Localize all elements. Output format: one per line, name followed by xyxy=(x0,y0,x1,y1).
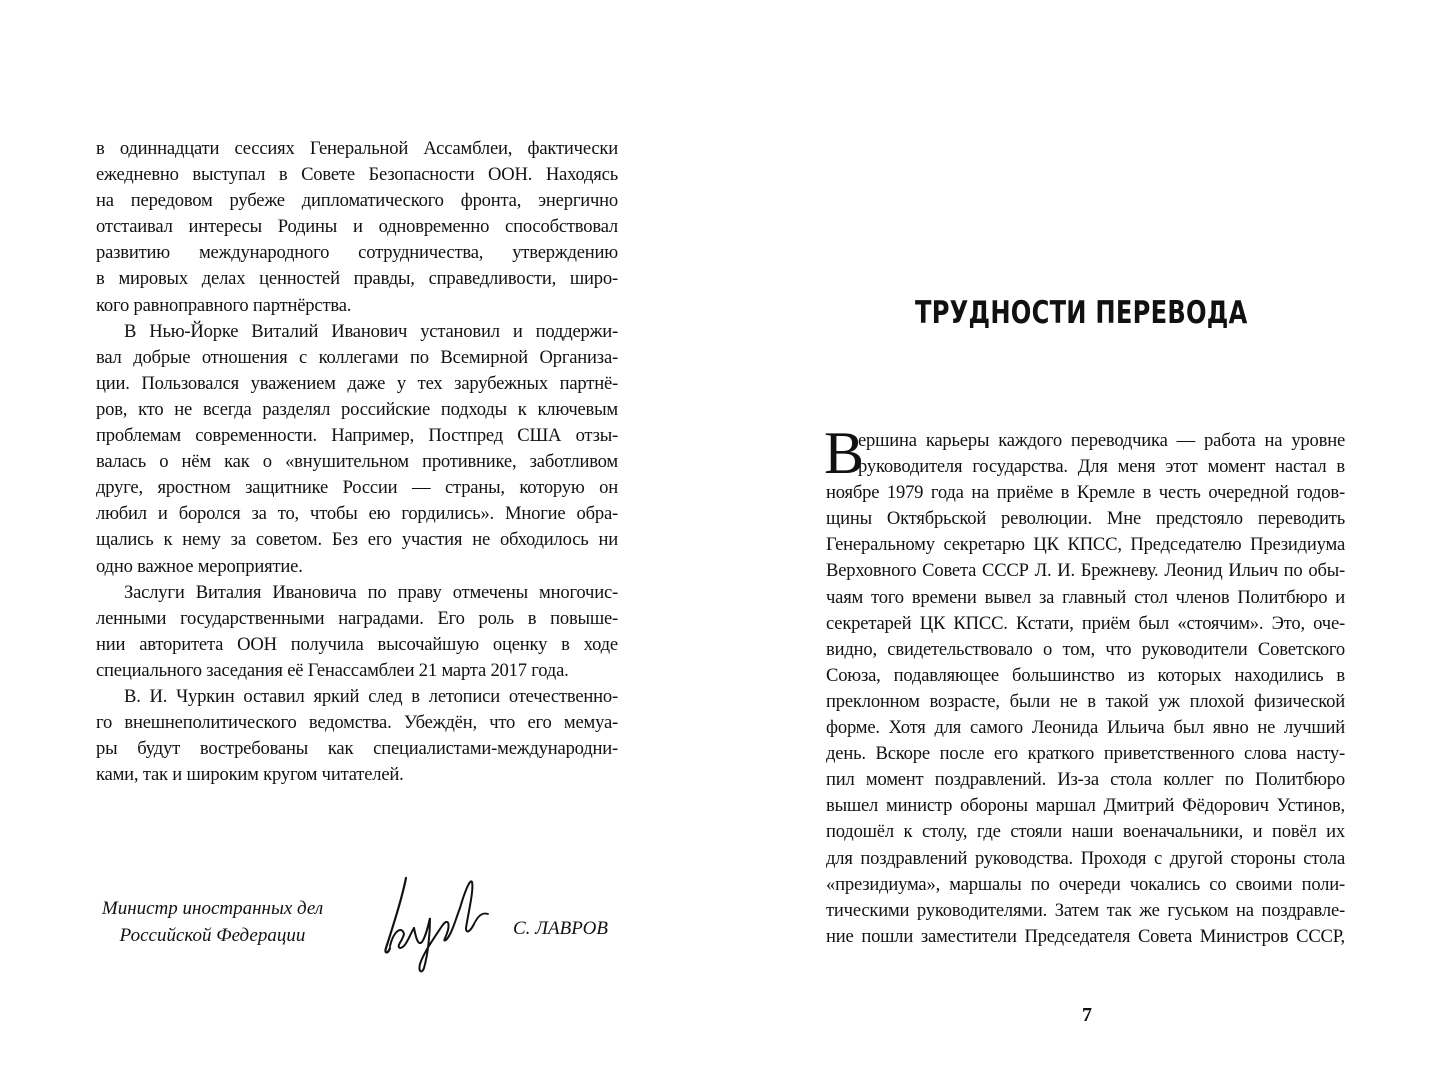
text-line: Генеральному секретарю ЦК КПСС, Председателю Президиума xyxy=(826,534,1345,556)
text-line: ров, кто не всегда разделял российские подходы к ключевым xyxy=(96,398,618,420)
chapter-title: ТРУДНОСТИ ПЕРЕВОДА xyxy=(915,295,1248,331)
text-line: подошёл к столу, где стояли наши военачальники, и повёл их xyxy=(826,821,1345,843)
text-line: руководителя государства. Для меня этот момент настал в xyxy=(858,456,1345,478)
signatory-position xyxy=(90,895,335,949)
text-line: валась о нём как о «внушительном противнике, заботливом xyxy=(96,451,618,473)
position-line: Министр иностранных дел xyxy=(101,898,324,919)
text-line: кого равноправного партнёрства. xyxy=(96,294,352,316)
drop-cap: В xyxy=(824,420,865,486)
text-line: го внешнеполитического ведомства. Убеждён, что его мемуа- xyxy=(96,712,618,734)
text-line: ние пошли заместители Председателя Совета Министров СССР, xyxy=(826,925,1345,947)
text-line: форме. Хотя для самого Леонида Ильича был явно не лучший xyxy=(826,717,1345,739)
text-line: видно, свидетельствовало о том, что руководители Советского xyxy=(826,638,1345,660)
text-line: В. И. Чуркин оставил яркий след в летописи отечественно- xyxy=(124,685,618,707)
page-number: 7 xyxy=(1082,1004,1092,1026)
chapter-text xyxy=(826,428,1345,950)
text-line: щались к нему за советом. Без его участия не обходилось ни xyxy=(96,529,618,551)
right-page xyxy=(720,0,1440,1080)
text-line: друге, яростном защитнике России — страны, которую он xyxy=(96,477,618,499)
text-line: ры будут востребованы как специалистами-международни- xyxy=(96,738,618,760)
text-line: ленными государственными наградами. Его роль в повыше- xyxy=(96,607,618,629)
text-line: щины Октябрьской революции. Мне предстояло переводить xyxy=(826,508,1345,530)
text-line: специального заседания её Генассамблеи 21 марта 2017 года. xyxy=(96,659,569,681)
text-line: проблемам современности. Например, Постпред США отзы- xyxy=(96,425,618,447)
text-line: на передовом рубеже дипломатического фронта, энергично xyxy=(96,190,618,212)
text-line: одно важное мероприятие. xyxy=(96,555,303,577)
text-line: Союза, подавляющее большинство из которых находились в xyxy=(826,664,1345,686)
text-line: отстаивал интересы Родины и одновременно способствовал xyxy=(96,216,618,238)
text-line: нии авторитета ООН получила высочайшую оценку в ходе xyxy=(96,633,618,655)
text-line: секретарей ЦК КПСС. Кстати, приём был «стоячим». Это, оче- xyxy=(826,612,1345,634)
text-line: развитию международного сотрудничества, утверждению xyxy=(96,242,618,264)
foreword-text xyxy=(96,136,618,788)
text-line: ции. Пользовался уважением даже у тех зарубежных партнё- xyxy=(96,372,618,394)
text-line: вал добрые отношения с коллегами по Всемирной Организа- xyxy=(96,346,618,368)
text-line: Верховного Совета СССР Л. И. Брежневу. Леонид Ильич по обы- xyxy=(826,560,1345,582)
handwritten-signature xyxy=(372,868,496,976)
text-line: В Нью-Йорке Виталий Иванович установил и поддержи- xyxy=(124,320,618,342)
text-line: ноябре 1979 года на приёме в Кремле в честь очередной годов- xyxy=(826,482,1345,504)
text-line: Заслуги Виталия Ивановича по праву отмечены многочис- xyxy=(124,581,618,603)
text-line: вышел министр обороны маршал Дмитрий Фёдорович Устинов, xyxy=(826,795,1345,817)
text-line: «президиума», маршалы по очереди чокались со своими поли- xyxy=(826,873,1345,895)
text-line: в мировых делах ценностей правды, справедливости, широ- xyxy=(96,268,618,290)
position-line: Российской Федерации xyxy=(119,925,306,946)
text-line: день. Вскоре после его краткого приветственного слова насту- xyxy=(826,743,1345,765)
text-line: ками, так и широким кругом читателей. xyxy=(96,764,404,786)
text-line: для поздравлений руководства. Проходя с другой стороны стола xyxy=(826,847,1345,869)
text-line: в одиннадцати сессиях Генеральной Ассамблеи, фактически xyxy=(96,138,618,159)
text-line: ежедневно выступал в Совете Безопасности ООН. Находясь xyxy=(96,164,618,186)
text-line: ершина карьеры каждого переводчика — работа на уровне xyxy=(858,430,1345,451)
text-line: пил момент поздравлений. Из-за стола коллег по Политбюро xyxy=(826,769,1345,791)
text-line: преклонном возрасте, были не в такой уж плохой физической xyxy=(826,690,1345,712)
text-line: любил и боролся за то, чтобы ею гордились». Многие обра- xyxy=(96,503,618,525)
text-line: чаям того времени вывел за главный стол членов Политбюро и xyxy=(826,586,1345,608)
signatory-name: С. ЛАВРОВ xyxy=(513,918,608,939)
text-line: тическими руководителями. Затем так же гуськом на поздравле- xyxy=(826,899,1345,921)
